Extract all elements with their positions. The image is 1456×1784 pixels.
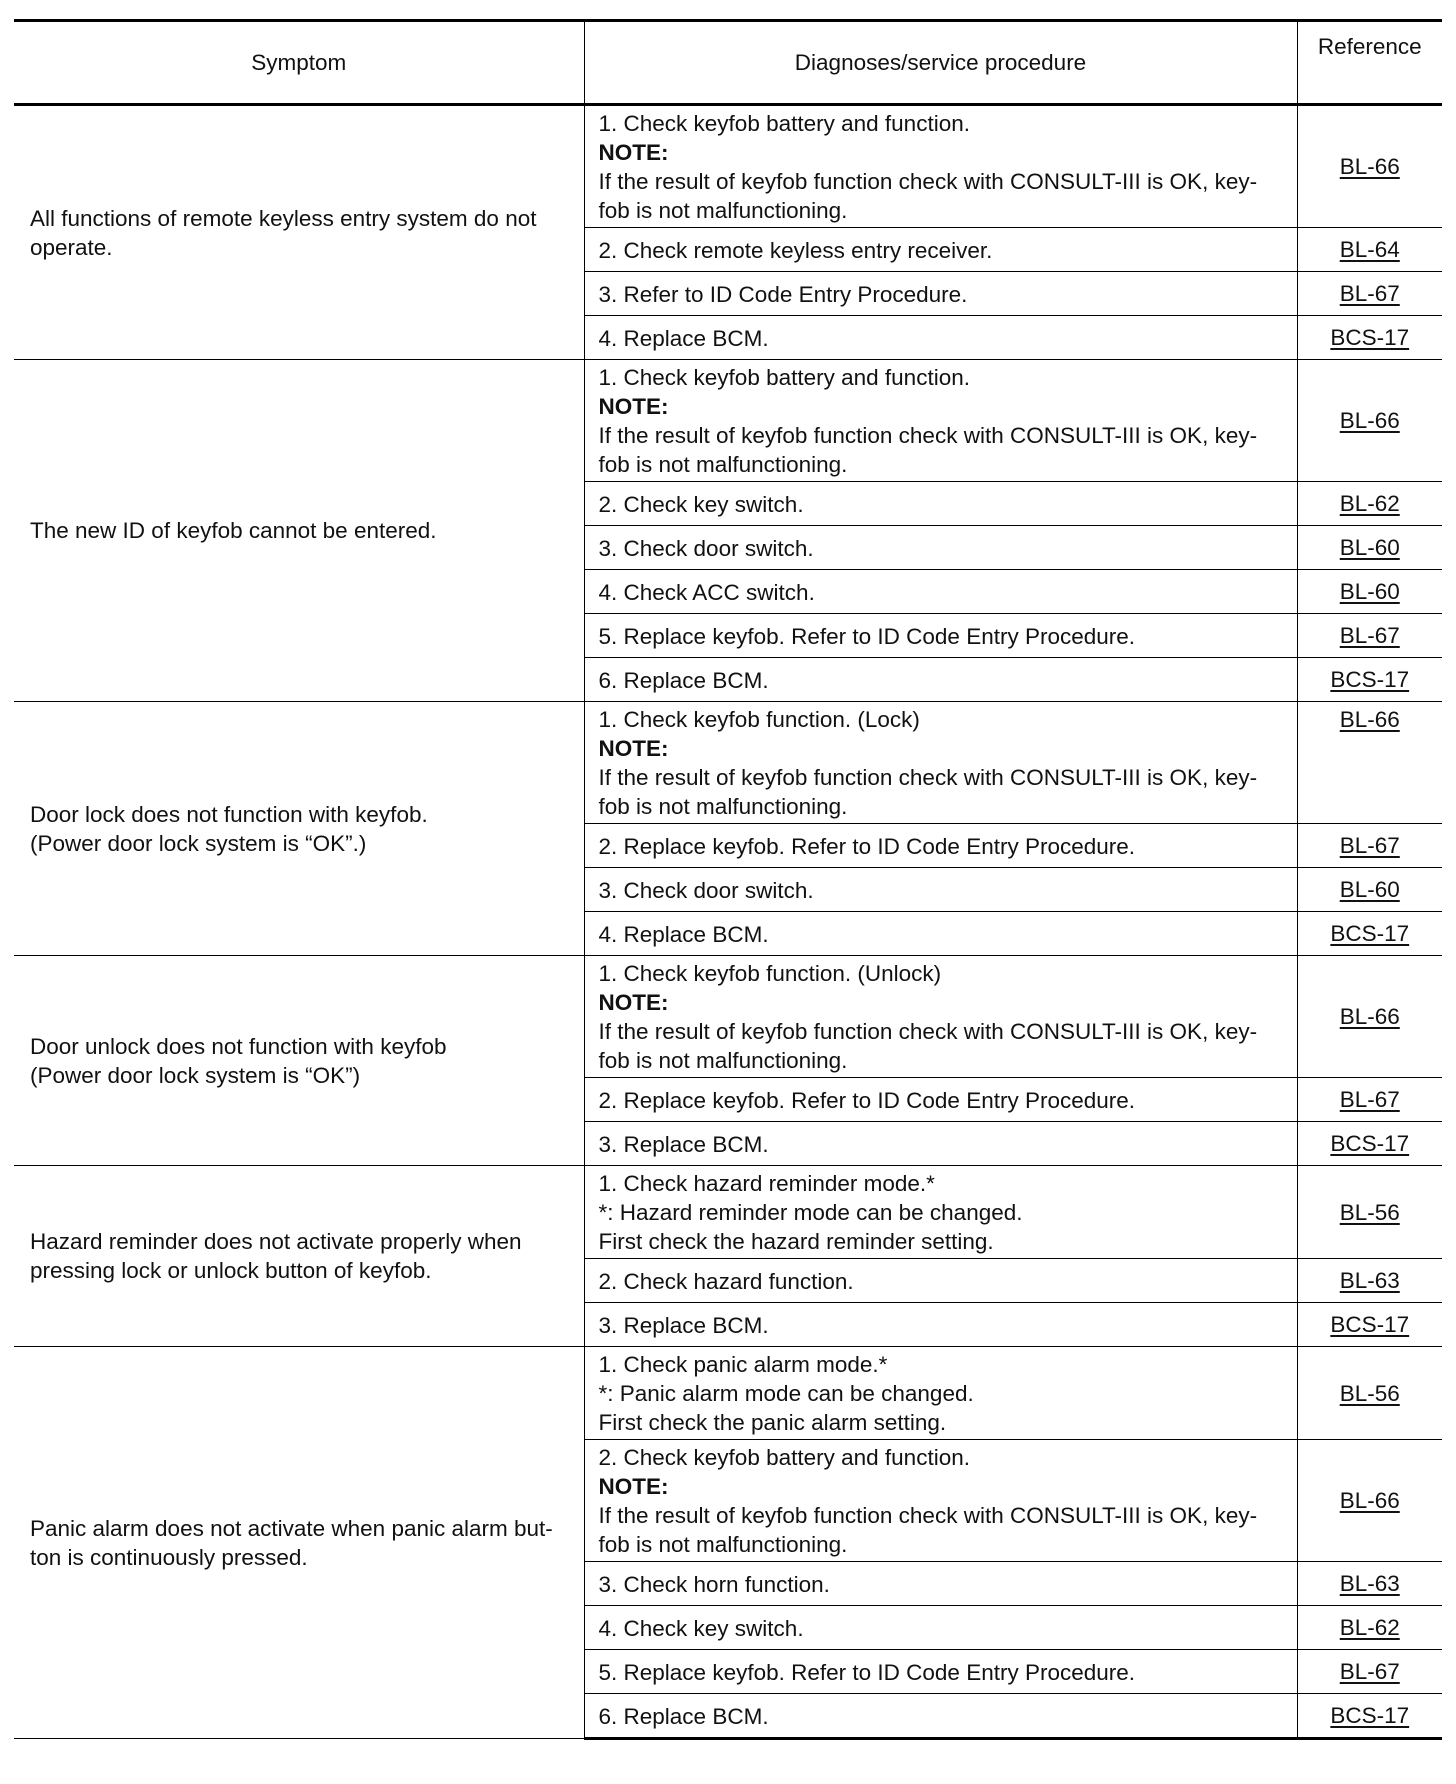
reference-cell bbox=[1297, 614, 1442, 658]
symptom-cell bbox=[14, 956, 584, 1166]
reference-link[interactable]: BCS-17 bbox=[1330, 325, 1410, 350]
reference-link[interactable]: BL-56 bbox=[1339, 1380, 1400, 1406]
header-reference: Reference bbox=[1297, 21, 1442, 105]
procedure-detail: First check the hazard reminder setting. bbox=[598, 1229, 994, 1254]
symptom-text: (Power door lock system is “OK”) bbox=[30, 1062, 361, 1088]
reference-cell bbox=[1297, 868, 1442, 912]
reference-cell bbox=[1297, 360, 1442, 482]
procedure-cell bbox=[584, 1303, 1297, 1347]
reference-link[interactable]: BL-67 bbox=[1339, 1659, 1400, 1684]
procedure-step: 5. Replace keyfob. Refer to ID Code Entry Procedure. bbox=[598, 623, 1136, 649]
procedure-detail: If the result of keyfob function check with CONSULT-III is OK, key- bbox=[598, 423, 1258, 448]
symptom-cell bbox=[14, 1166, 584, 1347]
reference-link[interactable]: BL-67 bbox=[1339, 833, 1400, 858]
procedure-detail: *: Panic alarm mode can be changed. bbox=[598, 1381, 974, 1406]
procedure-step: 3. Replace BCM. bbox=[598, 1312, 769, 1338]
procedure-cell bbox=[584, 658, 1297, 702]
reference-cell bbox=[1297, 658, 1442, 702]
procedure-cell bbox=[584, 1122, 1297, 1166]
reference-cell bbox=[1297, 570, 1442, 614]
table-row bbox=[14, 1166, 1442, 1259]
procedure-step: 2. Check hazard function. bbox=[598, 1268, 854, 1294]
reference-link[interactable]: BCS-17 bbox=[1330, 1703, 1410, 1728]
procedure-step: 2. Check key switch. bbox=[598, 491, 804, 517]
procedure-cell bbox=[584, 1694, 1297, 1739]
symptom-text: (Power door lock system is “OK”.) bbox=[30, 830, 367, 856]
reference-cell bbox=[1297, 1078, 1442, 1122]
procedure-step: 1. Check keyfob battery and function. bbox=[598, 365, 970, 390]
symptom-text: ton is continuously pressed. bbox=[30, 1544, 308, 1570]
reference-cell bbox=[1297, 1650, 1442, 1694]
header-symptom: Symptom bbox=[14, 21, 584, 105]
procedure-step: 1. Check hazard reminder mode.* bbox=[598, 1171, 935, 1196]
reference-cell bbox=[1297, 1259, 1442, 1303]
procedure-cell bbox=[584, 526, 1297, 570]
reference-link[interactable]: BL-60 bbox=[1339, 877, 1400, 902]
reference-cell bbox=[1297, 912, 1442, 956]
reference-cell bbox=[1297, 956, 1442, 1078]
reference-link[interactable]: BL-56 bbox=[1339, 1199, 1400, 1225]
procedure-detail: fob is not malfunctioning. bbox=[598, 452, 848, 477]
procedure-cell bbox=[584, 868, 1297, 912]
procedure-step: 3. Check horn function. bbox=[598, 1571, 830, 1597]
table-row bbox=[14, 1347, 1442, 1440]
note-label: NOTE: bbox=[598, 140, 669, 165]
header-procedure: Diagnoses/service procedure bbox=[584, 21, 1297, 105]
reference-cell bbox=[1297, 1303, 1442, 1347]
procedure-detail: First check the panic alarm setting. bbox=[598, 1410, 947, 1435]
procedure-detail: fob is not malfunctioning. bbox=[598, 794, 848, 819]
procedure-cell bbox=[584, 570, 1297, 614]
procedure-detail: If the result of keyfob function check with CONSULT-III is OK, key- bbox=[598, 1503, 1258, 1528]
symptom-text: Door lock does not function with keyfob. bbox=[30, 801, 428, 827]
reference-link[interactable]: BL-64 bbox=[1339, 237, 1400, 262]
procedure-cell bbox=[584, 316, 1297, 360]
note-label: NOTE: bbox=[598, 736, 669, 761]
reference-cell bbox=[1297, 228, 1442, 272]
procedure-cell bbox=[584, 1562, 1297, 1606]
procedure-detail: fob is not malfunctioning. bbox=[598, 198, 848, 223]
reference-cell bbox=[1297, 702, 1442, 824]
reference-cell bbox=[1297, 1166, 1442, 1259]
procedure-cell bbox=[584, 105, 1297, 228]
procedure-detail: fob is not malfunctioning. bbox=[598, 1532, 848, 1557]
reference-cell bbox=[1297, 272, 1442, 316]
symptom-text: operate. bbox=[30, 234, 113, 260]
reference-cell bbox=[1297, 824, 1442, 868]
reference-cell bbox=[1297, 526, 1442, 570]
procedure-cell bbox=[584, 360, 1297, 482]
table-row bbox=[14, 360, 1442, 482]
reference-link[interactable]: BCS-17 bbox=[1330, 921, 1410, 946]
reference-cell bbox=[1297, 1694, 1442, 1739]
reference-link[interactable]: BL-67 bbox=[1339, 1087, 1400, 1112]
table-header-row bbox=[14, 21, 1442, 105]
procedure-step: 3. Refer to ID Code Entry Procedure. bbox=[598, 281, 968, 307]
symptom-cell bbox=[14, 105, 584, 360]
procedure-cell bbox=[584, 1259, 1297, 1303]
table-row bbox=[14, 956, 1442, 1078]
reference-link[interactable]: BL-67 bbox=[1339, 281, 1400, 306]
reference-link[interactable]: BL-63 bbox=[1339, 1268, 1400, 1293]
note-label: NOTE: bbox=[598, 394, 669, 419]
procedure-step: 6. Replace BCM. bbox=[598, 667, 769, 693]
reference-link[interactable]: BL-66 bbox=[1339, 1004, 1400, 1029]
procedure-cell bbox=[584, 1166, 1297, 1259]
procedure-detail: fob is not malfunctioning. bbox=[598, 1048, 848, 1073]
procedure-cell bbox=[584, 912, 1297, 956]
procedure-step: 2. Replace keyfob. Refer to ID Code Entry Procedure. bbox=[598, 833, 1136, 859]
symptom-text: Panic alarm does not activate when panic alarm but- bbox=[30, 1515, 553, 1541]
reference-link[interactable]: BL-67 bbox=[1339, 623, 1400, 648]
symptom-text: pressing lock or unlock button of keyfob. bbox=[30, 1258, 432, 1283]
procedure-cell bbox=[584, 482, 1297, 526]
reference-link[interactable]: BCS-17 bbox=[1330, 1131, 1410, 1156]
procedure-cell bbox=[584, 824, 1297, 868]
reference-cell bbox=[1297, 316, 1442, 360]
procedure-detail: *: Hazard reminder mode can be changed. bbox=[598, 1200, 1023, 1225]
procedure-cell bbox=[584, 1440, 1297, 1562]
procedure-step: 4. Check key switch. bbox=[598, 1615, 804, 1641]
diagnosis-table bbox=[14, 19, 1442, 1740]
procedure-detail: If the result of keyfob function check with CONSULT-III is OK, key- bbox=[598, 765, 1258, 790]
procedure-cell bbox=[584, 702, 1297, 824]
procedure-detail: If the result of keyfob function check with CONSULT-III is OK, key- bbox=[598, 1019, 1258, 1044]
reference-link[interactable]: BL-66 bbox=[1339, 408, 1400, 433]
reference-link[interactable]: BL-60 bbox=[1339, 579, 1400, 604]
procedure-cell bbox=[584, 614, 1297, 658]
reference-cell bbox=[1297, 1440, 1442, 1562]
procedure-step: 2. Check keyfob battery and function. bbox=[598, 1445, 970, 1470]
procedure-step: 1. Check keyfob battery and function. bbox=[598, 111, 970, 136]
reference-link[interactable]: BCS-17 bbox=[1330, 1312, 1410, 1337]
procedure-cell bbox=[584, 1606, 1297, 1650]
procedure-cell bbox=[584, 1347, 1297, 1440]
table-row bbox=[14, 105, 1442, 228]
reference-cell bbox=[1297, 1606, 1442, 1650]
reference-cell bbox=[1297, 1122, 1442, 1166]
reference-link[interactable]: BL-60 bbox=[1339, 535, 1400, 560]
reference-link[interactable]: BCS-17 bbox=[1330, 667, 1410, 692]
reference-cell bbox=[1297, 105, 1442, 228]
procedure-step: 1. Check panic alarm mode.* bbox=[598, 1352, 888, 1377]
note-label: NOTE: bbox=[598, 1474, 669, 1499]
reference-cell bbox=[1297, 1562, 1442, 1606]
procedure-cell bbox=[584, 272, 1297, 316]
procedure-cell bbox=[584, 1078, 1297, 1122]
note-label: NOTE: bbox=[598, 990, 669, 1015]
procedure-step: 4. Check ACC switch. bbox=[598, 579, 815, 605]
procedure-step: 6. Replace BCM. bbox=[598, 1703, 769, 1729]
procedure-step: 4. Replace BCM. bbox=[598, 921, 769, 947]
symptom-text: All functions of remote keyless entry system do not bbox=[30, 205, 537, 231]
symptom-text: Door unlock does not function with keyfob bbox=[30, 1033, 447, 1059]
symptom-cell bbox=[14, 1347, 584, 1739]
procedure-step: 2. Check remote keyless entry receiver. bbox=[598, 237, 993, 263]
reference-link[interactable]: BL-62 bbox=[1339, 491, 1400, 516]
reference-cell bbox=[1297, 482, 1442, 526]
procedure-step: 5. Replace keyfob. Refer to ID Code Entry Procedure. bbox=[598, 1659, 1136, 1685]
procedure-step: 2. Replace keyfob. Refer to ID Code Entry Procedure. bbox=[598, 1087, 1136, 1113]
symptom-text: Hazard reminder does not activate properly when bbox=[30, 1229, 522, 1254]
table-body bbox=[14, 105, 1442, 1739]
procedure-cell bbox=[584, 1650, 1297, 1694]
reference-link[interactable]: BL-63 bbox=[1339, 1571, 1400, 1596]
procedure-cell bbox=[584, 956, 1297, 1078]
symptom-cell bbox=[14, 702, 584, 956]
procedure-step: 4. Replace BCM. bbox=[598, 325, 769, 351]
procedure-detail: If the result of keyfob function check with CONSULT-III is OK, key- bbox=[598, 169, 1258, 194]
reference-link[interactable]: BL-66 bbox=[1339, 1488, 1400, 1513]
symptom-text: The new ID of keyfob cannot be entered. bbox=[30, 518, 437, 543]
procedure-step: 3. Replace BCM. bbox=[598, 1131, 769, 1157]
procedure-step: 1. Check keyfob function. (Lock) bbox=[598, 707, 920, 732]
procedure-step: 1. Check keyfob function. (Unlock) bbox=[598, 961, 942, 986]
reference-link[interactable]: BL-62 bbox=[1339, 1615, 1400, 1640]
reference-link[interactable]: BL-66 bbox=[1339, 707, 1400, 732]
symptom-cell bbox=[14, 360, 584, 702]
procedure-step: 3. Check door switch. bbox=[598, 877, 814, 903]
procedure-step: 3. Check door switch. bbox=[598, 535, 814, 561]
procedure-cell bbox=[584, 228, 1297, 272]
reference-link[interactable]: BL-66 bbox=[1339, 154, 1400, 179]
table-row bbox=[14, 702, 1442, 824]
reference-cell bbox=[1297, 1347, 1442, 1440]
